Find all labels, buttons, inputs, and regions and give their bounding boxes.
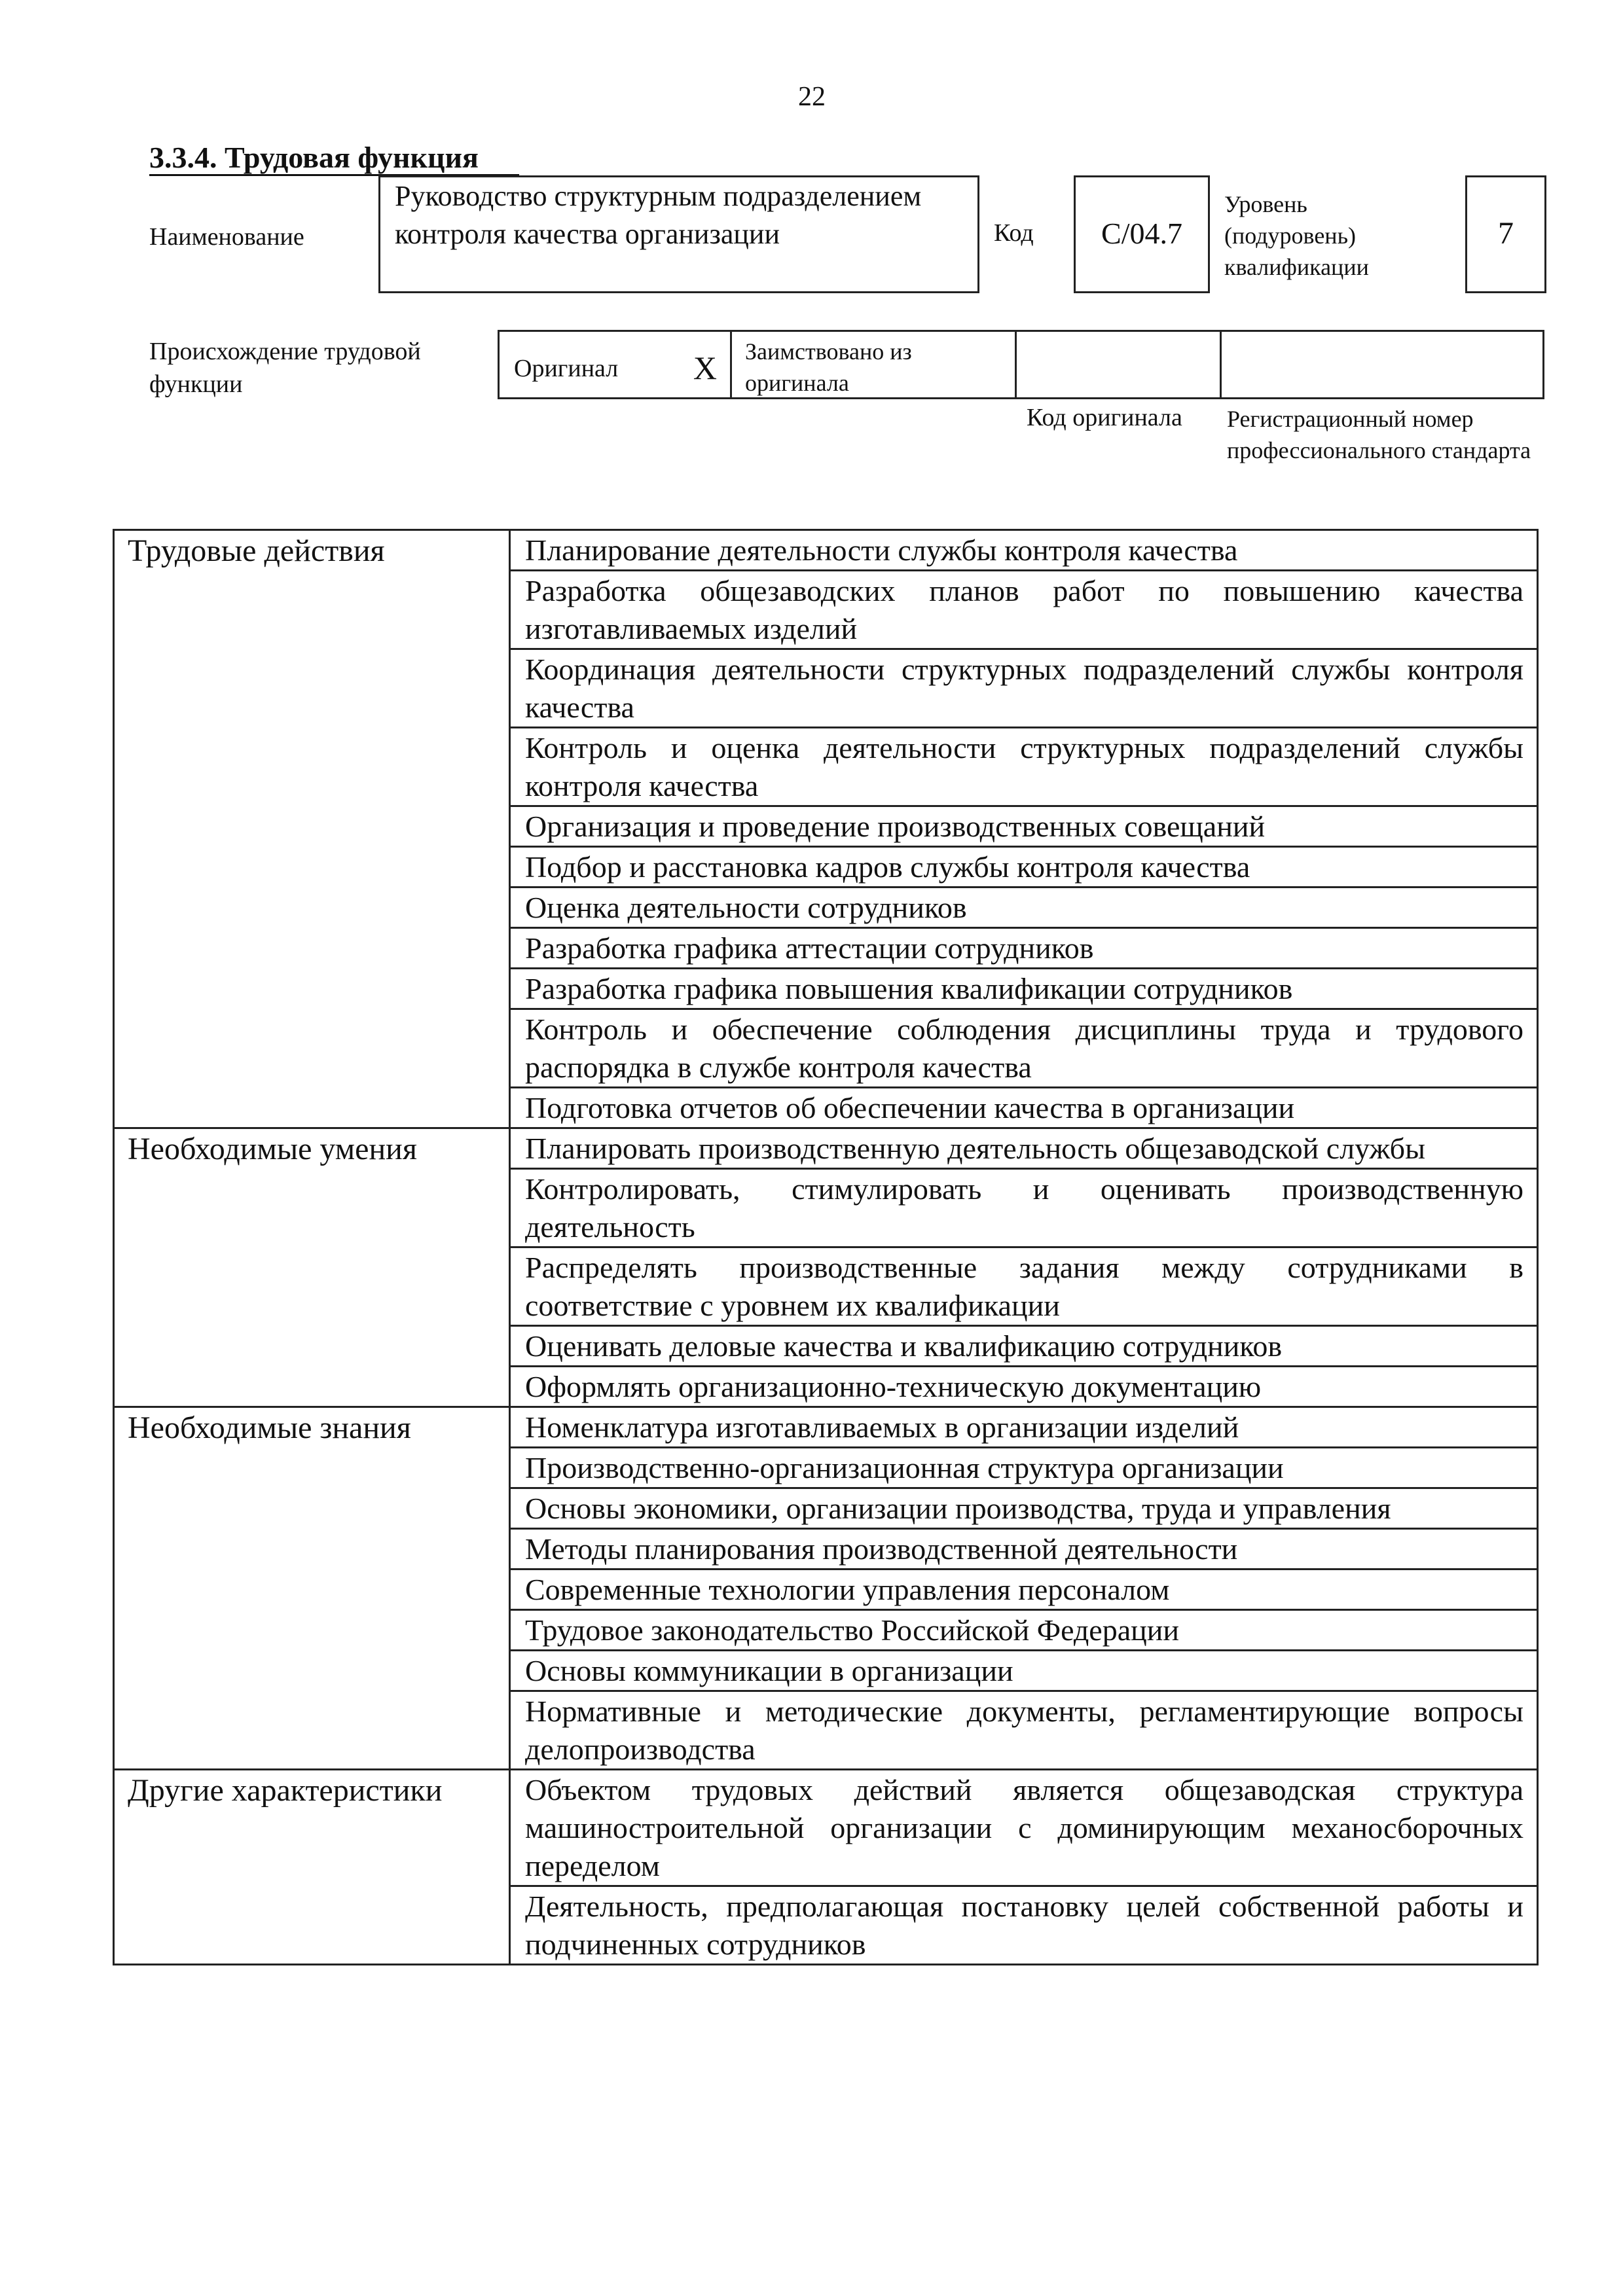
item-cell: Разработка общезаводских планов работ по повышению качества изготавливаемых изделий [510, 571, 1538, 649]
table-row [114, 1407, 1538, 1448]
item-cell: Контролировать, стимулировать и оценивать производственную деятельность [510, 1169, 1538, 1247]
category-cell: Другие характеристики [114, 1770, 510, 1965]
item-cell: Контроль и оценка деятельности структурных подразделений службы контроля качества [510, 728, 1538, 806]
page-number: 22 [798, 82, 826, 112]
characteristics-table [113, 529, 1539, 1965]
origin-original-label: Оригинал [514, 355, 619, 382]
category-cell: Трудовые действия [114, 530, 510, 1128]
level-label-line: квалификации [1224, 254, 1369, 280]
function-name-box [378, 175, 979, 293]
item-cell: Оценка деятельности сотрудников [510, 888, 1538, 928]
level-box [1465, 175, 1546, 293]
name-label: Наименование [149, 223, 304, 251]
origin-label: Происхождение трудовой функции [149, 338, 421, 398]
item-cell: Оформлять организационно-техническую документацию [510, 1367, 1538, 1407]
item-cell: Деятельность, предполагающая постановку целей собственной работы и подчиненных сотрудников [510, 1886, 1538, 1965]
origin-borrowed-cell [730, 330, 1017, 399]
code-label: Код [994, 219, 1034, 247]
code-value: C/04.7 [1101, 217, 1182, 250]
origin-code-cell [1015, 330, 1222, 399]
item-cell: Планировать производственную деятельность общезаводской службы [510, 1128, 1538, 1169]
table-row [114, 1770, 1538, 1886]
item-cell: Разработка графика аттестации сотрудников [510, 928, 1538, 969]
item-cell: Методы планирования производственной деятельности [510, 1529, 1538, 1570]
item-cell: Организация и проведение производственных совещаний [510, 806, 1538, 847]
code-box [1074, 175, 1210, 293]
reg-number-label: Регистрационный номер профессионального стандарта [1227, 406, 1531, 463]
origin-row [498, 330, 1546, 399]
code-original-label: Код оригинала [1027, 404, 1182, 431]
item-cell: Подбор и расстановка кадров службы контроля качества [510, 847, 1538, 888]
origin-original-cell [498, 330, 732, 399]
item-cell: Подготовка отчетов об обеспечении качества в организации [510, 1088, 1538, 1128]
item-cell: Современные технологии управления персоналом [510, 1570, 1538, 1610]
item-cell: Оценивать деловые качества и квалификацию сотрудников [510, 1326, 1538, 1367]
function-name-value: Руководство структурным подразделением контроля качества организации [395, 180, 922, 250]
section-title: 3.3.4. Трудовая функция [149, 141, 479, 174]
origin-borrowed-label: Заимствовано из оригинала [745, 338, 912, 396]
item-cell: Нормативные и методические документы, регламентирующие вопросы делопроизводства [510, 1691, 1538, 1770]
item-cell: Объектом трудовых действий является общезаводская структура машиностроительной организации с доминирующим механосборочных переделом [510, 1770, 1538, 1886]
item-cell: Основы экономики, организации производства, труда и управления [510, 1488, 1538, 1529]
table-row [114, 530, 1538, 571]
level-value: 7 [1498, 216, 1514, 251]
item-cell: Координация деятельности структурных подразделений службы контроля качества [510, 649, 1538, 728]
level-label-line: Уровень [1224, 191, 1307, 217]
item-cell: Основы коммуникации в организации [510, 1651, 1538, 1691]
level-label-line: (подуровень) [1224, 223, 1356, 249]
origin-reg-number-cell [1220, 330, 1544, 399]
item-cell: Разработка графика повышения квалификации сотрудников [510, 969, 1538, 1009]
level-label [1224, 188, 1369, 283]
category-cell: Необходимые знания [114, 1407, 510, 1770]
table-row [114, 1128, 1538, 1169]
category-cell: Необходимые умения [114, 1128, 510, 1407]
item-cell: Номенклатура изготавливаемых в организации изделий [510, 1407, 1538, 1448]
item-cell: Планирование деятельности службы контроля качества [510, 530, 1538, 571]
origin-original-mark: X [693, 350, 717, 386]
item-cell: Производственно-организационная структура организации [510, 1448, 1538, 1488]
item-cell: Распределять производственные задания между сотрудниками в соответствие с уровнем их квалификации [510, 1247, 1538, 1326]
item-cell: Контроль и обеспечение соблюдения дисциплины труда и трудового распорядка в службе контроля качества [510, 1009, 1538, 1088]
item-cell: Трудовое законодательство Российской Федерации [510, 1610, 1538, 1651]
